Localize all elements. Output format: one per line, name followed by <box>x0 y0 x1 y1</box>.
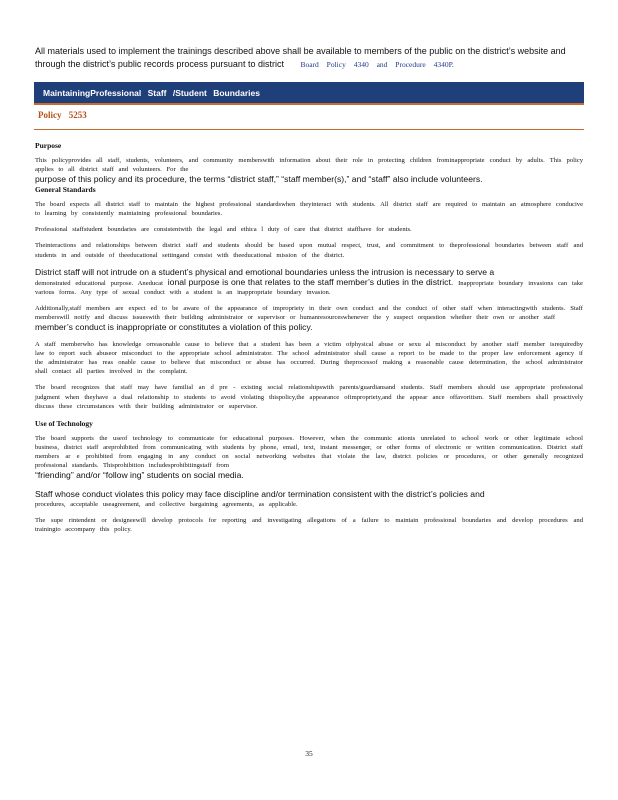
paragraph-expectations: The board expects all district staff to maintain the highest professional standardswhen theyinteract with students. All district staff are required to maintain an atmosphere conducive to learning by consistently maintaining professional boundaries. <box>35 201 583 218</box>
purpose-definition: purpose of this policy and its procedure, the terms “district staff,” “staff member(s),” and “staff” also include volunteers. <box>35 174 483 185</box>
paragraph-technology <box>35 434 583 470</box>
technology-heading: Use of Technology <box>35 418 93 428</box>
general-standards-heading: General Standards <box>35 185 96 195</box>
intrusion-text-c: Inappropriate boundary invasions can take various forms. Any type of sexual conduct with a student is an inappropriate boundary invasion. <box>35 279 583 296</box>
technology-text: The board supports the useof technology to communicate for educational purposes. However, when the communic ationis unrelated to school work or other legitimate school business, district staff areprohibited from communicating with students by phone, email, text, instant messenger, or other forms of electronic or written communication. District staff members ar e prohibited from engaging in any conduct on social networking websites that violate the law, district policies or procedures, or other generally recognized professional standards. Thisprohibition includesprohibitingstaff from <box>35 434 583 469</box>
policy-title-banner: MaintainingProfessional Staff /Student Boundaries <box>34 82 584 105</box>
purpose-heading: Purpose <box>35 141 62 150</box>
paragraph-relationships: The board recognizes that staff may have familial an d pre - existing social relationshipswith parents/guardiansand students. Staff members should use appropriate professional judgment when theyhave a dual relationship to students to avoid violating thispolicy,the appearance ofimpropriety,and the appear ance offavoritism. Staff members shall proactively discuss these circumstances with their building administrator or supervisor. <box>35 384 583 410</box>
paragraph-discipline: procedures, acceptable useagreement, and collective bargaining agreements, as applicable. <box>35 501 298 509</box>
paragraph-discipline-lead: Staff whose conduct violates this policy may face discipline and/or termination consistent with the district’s policies and <box>35 489 485 500</box>
impropriety-conclusion: member’s conduct is inappropriate or constitutes a violation of this policy. <box>35 322 313 333</box>
intro-paragraph <box>35 45 583 71</box>
intrusion-text-b: ional purpose is one that relates to the staff member’s duties in the district. <box>167 276 454 287</box>
page-number: 35 <box>305 749 313 758</box>
impropriety-text: Additionally,staff members are expect ed to be aware of the appearance of impropriety in their own conduct and the conduct of other staff when interactingwith students. Staff memberswill notify and discuss issueswith their building administrator or supervisor or humanresourceswhenever the y suspect orquestion whether their own or another staff <box>35 304 583 321</box>
policy-body <box>35 141 583 541</box>
paragraph-interactions: Theinteractions and relationships between district staff and students should be based upon mutual respect, trust, and commitment to theprofessional boundaries between staff and students in and outside of theeducational settingand consist with theeducational mission of the district. <box>35 242 583 259</box>
paragraph-boundaries: Professional staffstudent boundaries are consistentwith the legal and ethica l duty of care that district staffhave for students. <box>35 226 412 234</box>
intro-text: All materials used to implement the trainings described above shall be available to members of the public on the district’s website and through the district’s public records process pursuant to district <box>35 46 566 69</box>
technology-social-media: “friending” and/or “follow ing” students on social media. <box>35 470 244 481</box>
paragraph-intrusion-lead: District staff will not intrude on a student’s physical and emotional boundaries unless the intrusion is necessary to serve a <box>35 266 495 277</box>
intrusion-text-a: demonstrated educational purpose. Aneducat <box>35 279 163 287</box>
paragraph-impropriety <box>35 304 583 322</box>
paragraph-superintendent: The supe rintendent or designeewill develop protocols for reporting and investigating allegations of a failure to maintain professional boundaries and develop procedures and trainingto accompany this policy. <box>35 517 583 534</box>
section-divider <box>34 129 584 130</box>
purpose-paragraph <box>35 156 583 174</box>
board-policy-link[interactable]: Board Policy 4340 and Procedure 4340P. <box>300 60 454 69</box>
paragraph-intrusion <box>35 278 583 297</box>
paragraph-reporting: A staff memberwho has knowledge orreasonable cause to believe that a student has been a victim ofphysical abuse or sexu al misconduct by another staff member isrequiredby law to report such abuseor misconduct to the appropriate school administrator. The school administrator shall cause a report to be made to the proper law enforcement agency if the administrator has reas onable cause to believe that misconduct or abuse has occurred. During theprocessof making a reasonable cause determination, the school administrator shall contact all parties involved in the complaint. <box>35 341 583 376</box>
policy-number: Policy 5253 <box>38 110 87 120</box>
purpose-text: This policyprovides all staff, students, volunteers, and community memberswith information about their role in protecting children frominappropriate conduct by adults. This policy applies to all district staff and volunteers. For the <box>35 157 583 174</box>
